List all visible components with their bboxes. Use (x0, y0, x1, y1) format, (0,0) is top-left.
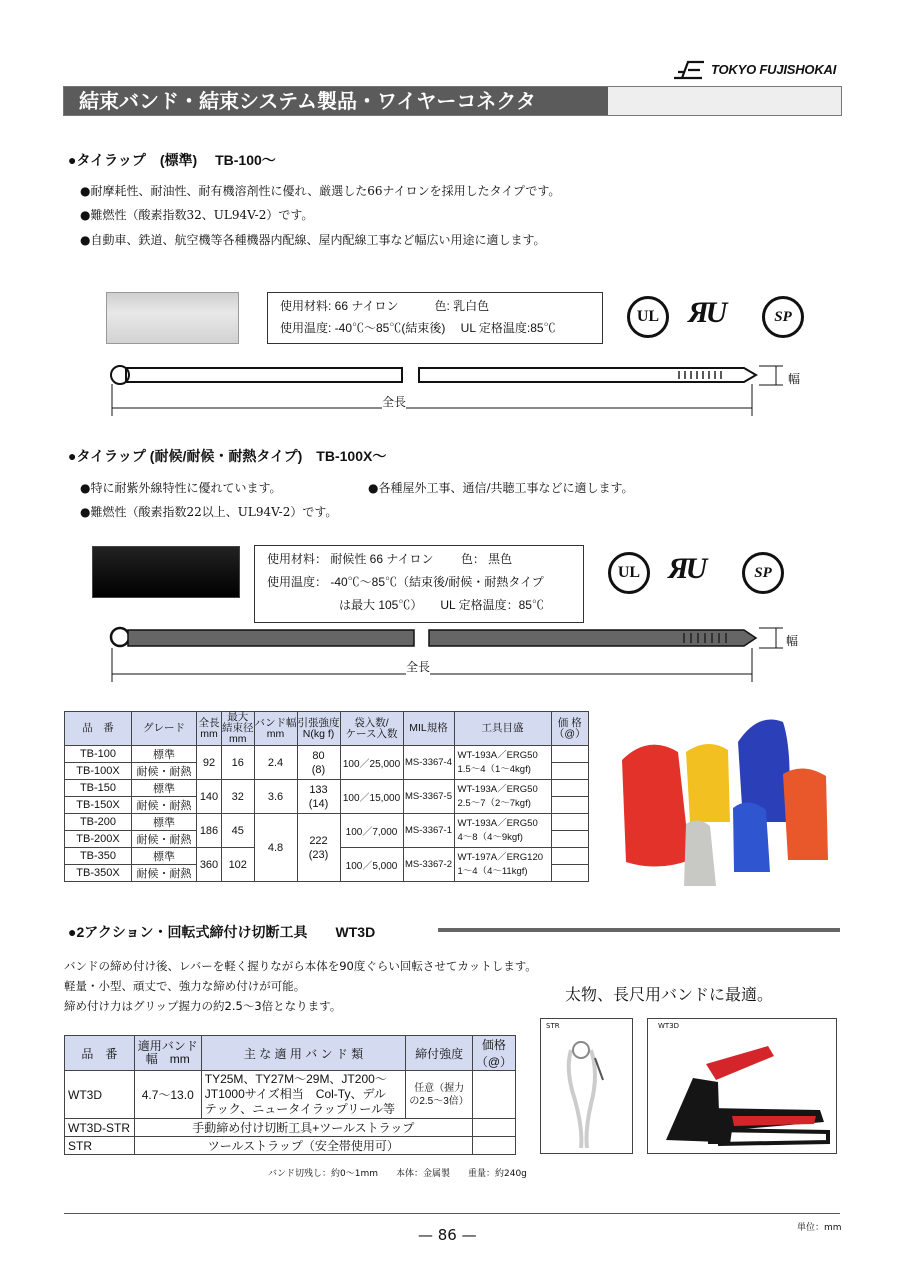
grade: 標準 (132, 814, 197, 831)
csa-logo-icon: SP (762, 296, 804, 338)
part-number: TB-100 (65, 746, 132, 763)
width-label: 幅 (786, 634, 799, 648)
grade: 耐候・耐熱 (132, 763, 197, 780)
page-number: — 86 — (418, 1226, 477, 1244)
max-diameter: 45 (222, 814, 255, 848)
description: 手動締め付け切断工具+ツールストラップ (134, 1119, 472, 1137)
col-header: 最大 結束径 mm (222, 711, 254, 745)
wt3d-photo (647, 1018, 837, 1154)
unit-note: 単位：mm (797, 1223, 842, 1233)
ul-logo-icon: UL (627, 296, 669, 338)
spec-line: 使用温度: -40℃～85℃(結束後) UL 定格温度:85℃ (280, 321, 556, 335)
length-label: 全長 (382, 395, 407, 409)
tie-photo-natural (106, 292, 239, 344)
spec-line: は最大 105℃） UL 定格温度：85℃ (267, 598, 544, 612)
heading-rule (438, 928, 840, 932)
grade: 標準 (132, 780, 197, 797)
width-label: 幅 (788, 372, 801, 386)
price (472, 1119, 515, 1137)
ur-recognized-icon: ЯU (668, 552, 705, 585)
grade: 耐候・耐熱 (132, 831, 197, 848)
col-header: グレード (132, 712, 197, 746)
price (551, 746, 589, 763)
price (551, 814, 589, 831)
part-number: WT3D-STR (65, 1119, 135, 1137)
band-width: 4.7～13.0 (134, 1071, 201, 1119)
grade: 耐候・耐熱 (132, 865, 197, 882)
part-number: TB-350 (65, 848, 132, 865)
grade: 耐候・耐熱 (132, 797, 197, 814)
wt3d-description (64, 956, 537, 1016)
tool-setting: WT-193A／ERG50 4～8（4～9kgf) (454, 814, 551, 848)
str-photo (540, 1018, 633, 1154)
brand-logo (672, 56, 842, 82)
tool-setting: WT-193A／ERG50 1.5～4（1～4kgf) (454, 746, 551, 780)
part-number: WT3D (65, 1071, 135, 1119)
bullet-flame: ●難燃性（酸素指数22以上、UL94V-2）です。 (80, 505, 338, 519)
col-header: 工具目盛 (454, 712, 551, 746)
col-header: 主 な 適 用 バ ン ド 類 (201, 1036, 406, 1071)
price (551, 780, 589, 797)
length: 92 (197, 746, 222, 780)
length: 186 (197, 814, 222, 848)
price (551, 831, 589, 848)
part-number: TB-150 (65, 780, 132, 797)
length: 140 (197, 780, 222, 814)
tie-spec-table (64, 711, 589, 882)
qty: 100／5,000 (340, 848, 403, 882)
spec-line: 使用材料: 66 ナイロン 色: 乳白色 (280, 299, 490, 313)
tensile: 133 (14) (297, 780, 340, 814)
applicable-bands: TY25M、TY27M～29M、JT200～ JT1000サイズ相当 Col-Ty、デル テック、ニュータイラップリール等 (201, 1071, 406, 1119)
tensile: 80 (8) (297, 746, 340, 780)
price (551, 797, 589, 814)
mil-spec: MS-3367-2 (403, 848, 454, 882)
ul-logo-icon: UL (608, 552, 650, 594)
spec-line: 使用材料： 耐候性 66 ナイロン 色： 黒色 (267, 552, 513, 566)
tie-photo-black (92, 546, 240, 598)
col-header: 適用バンド 幅 mm (134, 1036, 201, 1071)
part-number: STR (65, 1137, 135, 1155)
wt3d-note: バンド切残し：約0～1mm 本体：金属製 重量：約240g (268, 1169, 527, 1179)
bullet-outdoor: ●各種屋外工事、通信/共聴工事などに適します。 (368, 481, 634, 495)
table-row (65, 1071, 516, 1119)
tie-diagram-tb100x (104, 622, 804, 684)
col-header: 品 番 (65, 712, 132, 746)
photo-label: WT3D (658, 1022, 680, 1030)
length-label: 全長 (406, 660, 431, 674)
spec-box-tb100 (267, 292, 603, 344)
max-diameter: 16 (222, 746, 255, 780)
col-header: 価 格（@） (551, 712, 589, 746)
price (472, 1137, 515, 1155)
tightening-strength: 任意（握力 の2.5～3倍） (406, 1071, 472, 1119)
band-width: 3.6 (254, 780, 297, 814)
price (551, 865, 589, 882)
tie-diagram-tb100 (104, 360, 804, 418)
tool-setting: WT-193A／ERG50 2.5～7（2～7kgf) (454, 780, 551, 814)
part-number: TB-150X (65, 797, 132, 814)
max-diameter: 102 (222, 848, 255, 882)
col-header: 締付強度 (406, 1036, 472, 1071)
bullet-2: ●難燃性（酸素指数32、UL94V-2）です。 (80, 208, 314, 222)
description-line: バンドの締め付け後、レバーを軽く握りながら本体を90度ぐらい回転させてカットします。 (64, 959, 537, 973)
section-heading-tb100x: ●タイラップ (耐候/耐候・耐熱タイプ) TB-100X～ (68, 448, 387, 464)
col-header: MIL規格 (403, 712, 454, 746)
mil-spec: MS-3367-5 (403, 780, 454, 814)
section-heading-tb100: ●タイラップ (標準) TB-100～ (68, 152, 276, 168)
part-number: TB-200X (65, 831, 132, 848)
wt3d-table (64, 1035, 516, 1155)
fujishokai-logo-icon (672, 58, 708, 80)
spec-box-tb100x (254, 545, 584, 623)
wire-connector-photo (598, 712, 840, 888)
band-width: 4.8 (254, 814, 297, 882)
table-row (65, 746, 589, 763)
csa-logo-icon: SP (742, 552, 784, 594)
max-diameter: 32 (222, 780, 255, 814)
ur-recognized-icon: ЯU (688, 296, 725, 329)
qty: 100／25,000 (340, 746, 403, 780)
col-header: 引張強度 N(kg f) (297, 712, 340, 746)
bullet-3: ●自動車、鉄道、航空機等各種機器内配線、屋内配線工事など幅広い用途に適します。 (80, 233, 546, 247)
bullet-1: ●耐摩耗性、耐油性、耐有機溶剤性に優れ、厳選した66ナイロンを採用したタイプです。 (80, 184, 561, 198)
table-row (65, 1119, 516, 1137)
table-row (65, 1137, 516, 1155)
qty: 100／7,000 (340, 814, 403, 848)
description-line: 軽量・小型、頑丈で、強力な締め付けが可能。 (64, 979, 306, 993)
footer-rule (64, 1213, 840, 1214)
col-header: 全長 mm (197, 712, 222, 746)
description-line: 締め付け力はグリップ握力の約2.5～3倍となります。 (64, 999, 342, 1013)
tool-setting: WT-197A／ERG120 1～4（4～11kgf) (454, 848, 551, 882)
photo-label: STR (546, 1022, 560, 1030)
tensile: 222 (23) (297, 814, 340, 882)
part-number: TB-200 (65, 814, 132, 831)
page-title-bar (63, 86, 842, 116)
part-number: TB-100X (65, 763, 132, 780)
part-number: TB-350X (65, 865, 132, 882)
col-header: 袋入数/ ケース入数 (340, 712, 403, 746)
grade: 標準 (132, 746, 197, 763)
table-row (65, 780, 589, 797)
col-header: バンド幅 mm (254, 712, 297, 746)
table-row (65, 814, 589, 831)
brand-name: TOKYO FUJISHOKAI (711, 61, 837, 77)
tagline: 太物、長尺用バンドに最適。 (565, 985, 774, 1004)
spec-line: 使用温度： -40℃～85℃（結束後/耐候・耐熱タイプ (267, 575, 544, 589)
price (551, 848, 589, 865)
mil-spec: MS-3367-4 (403, 746, 454, 780)
col-header: 価格（@） (472, 1036, 515, 1071)
grade: 標準 (132, 848, 197, 865)
mil-spec: MS-3367-1 (403, 814, 454, 848)
qty: 100／15,000 (340, 780, 403, 814)
section-heading-wt3d: ●2アクション・回転式締付け切断工具 WT3D (68, 924, 376, 940)
length: 360 (197, 848, 222, 882)
tool-strap-icon (541, 1030, 632, 1150)
wt3d-tool-icon (648, 1030, 836, 1150)
description: ツールストラップ（安全帯使用可） (134, 1137, 472, 1155)
page-title: 結束バンド・結束システム製品・ワイヤーコネクタ (64, 87, 608, 115)
bullet-uv: ●特に耐紫外線特性に優れています。 (80, 481, 282, 495)
price (472, 1071, 515, 1119)
band-width: 2.4 (254, 746, 297, 780)
col-header: 品 番 (65, 1036, 135, 1071)
price (551, 763, 589, 780)
